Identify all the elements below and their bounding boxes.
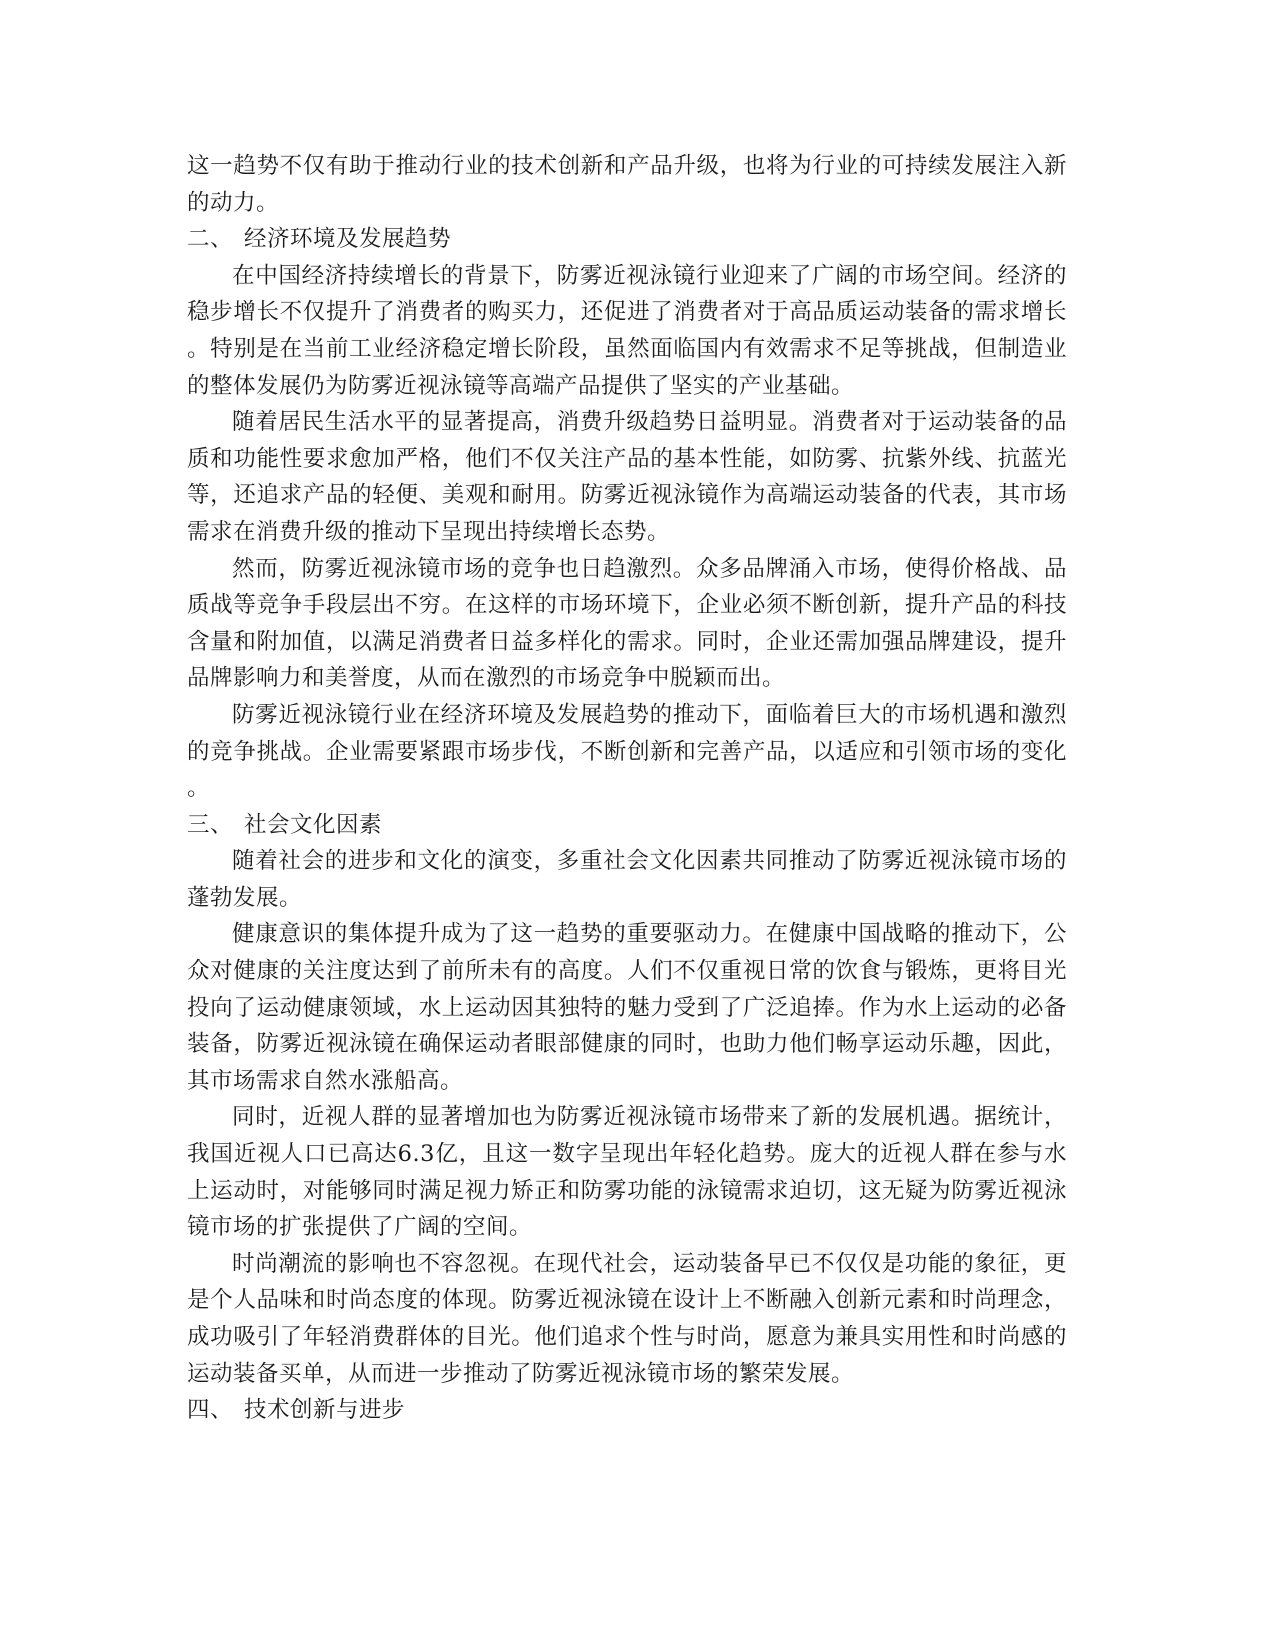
paragraph-continuation: 这一趋势不仅有助于推动行业的技术创新和产品升级，也将为行业的可持续发展注入新的动力。 — [187, 153, 1067, 216]
paragraph: 在中国经济持续增长的背景下，防雾近视泳镜行业迎来了广阔的市场空间。经济的稳步增长不仅提升了消费者的购买力，还促进了消费者对于高品质运动装备的需求增长。特别是在当前工业经济稳定增长阶段，虽然面临国内有效需求不足等挑战，但制造业的整体发展仍为防雾近视泳镜等高端产品提供了坚实的产业基础。 — [187, 262, 1067, 399]
section-title: 社会文化因素 — [244, 811, 383, 838]
paragraph: 健康意识的集体提升成为了这一趋势的重要驱动力。在健康中国战略的推动下，公众对健康的关注度达到了前所未有的高度。人们不仅重视日常的饮食与锻炼，更将目光投向了运动健康领域，水上运动因其独特的魅力受到了广泛追捧。作为水上运动的必备装备，防雾近视泳镜在确保运动者眼部健康的同时，也助力他们畅享运动乐趣，因此，其市场需求自然水涨船高。 — [187, 921, 1067, 1094]
section-heading-2 — [187, 221, 1067, 258]
section-title: 经济环境及发展趋势 — [244, 226, 452, 253]
document-body — [187, 148, 1067, 1429]
section-heading-4 — [187, 1392, 1067, 1429]
paragraph: 随着社会的进步和文化的演变，多重社会文化因素共同推动了防雾近视泳镜市场的蓬勃发展。 — [187, 848, 1067, 911]
paragraph: 同时，近视人群的显著增加也为防雾近视泳镜市场带来了新的发展机遇。据统计，我国近视人口已高达6.3亿，且这一数字呈现出年轻化趋势。庞大的近视人群在参与水上运动时，对能够同时满足视力矫正和防雾功能的泳镜需求迫切，这无疑为防雾近视泳镜市场的扩张提供了广阔的空间。 — [187, 1104, 1067, 1241]
paragraph: 然而，防雾近视泳镜市场的竞争也日趋激烈。众多品牌涌入市场，使得价格战、品质战等竞争手段层出不穷。在这样的市场环境下，企业必须不断创新，提升产品的科技含量和附加值，以满足消费者日益多样化的需求。同时，企业还需加强品牌建设，提升品牌影响力和美誉度，从而在激烈的市场竞争中脱颖而出。 — [187, 555, 1067, 692]
paragraph: 防雾近视泳镜行业在经济环境及发展趋势的推动下，面临着巨大的市场机遇和激烈的竞争挑战。企业需要紧跟市场步伐，不断创新和完善产品，以适应和引领市场的变化。 — [187, 701, 1067, 802]
section-heading-3 — [187, 807, 1067, 844]
section-title: 技术创新与进步 — [244, 1397, 406, 1424]
section-number: 四、 — [187, 1397, 234, 1424]
section-number: 二、 — [187, 226, 234, 253]
paragraph: 时尚潮流的影响也不容忽视。在现代社会，运动装备早已不仅仅是功能的象征，更是个人品味和时尚态度的体现。防雾近视泳镜在设计上不断融入创新元素和时尚理念，成功吸引了年轻消费群体的目光。他们追求个性与时尚，愿意为兼具实用性和时尚感的运动装备买单，从而进一步推动了防雾近视泳镜市场的繁荣发展。 — [187, 1250, 1067, 1387]
paragraph: 随着居民生活水平的显著提高，消费升级趋势日益明显。消费者对于运动装备的品质和功能性要求愈加严格，他们不仅关注产品的基本性能，如防雾、抗紫外线、抗蓝光等，还追求产品的轻便、美观和耐用。防雾近视泳镜作为高端运动装备的代表，其市场需求在消费升级的推动下呈现出持续增长态势。 — [187, 409, 1067, 545]
section-number: 三、 — [187, 811, 234, 838]
